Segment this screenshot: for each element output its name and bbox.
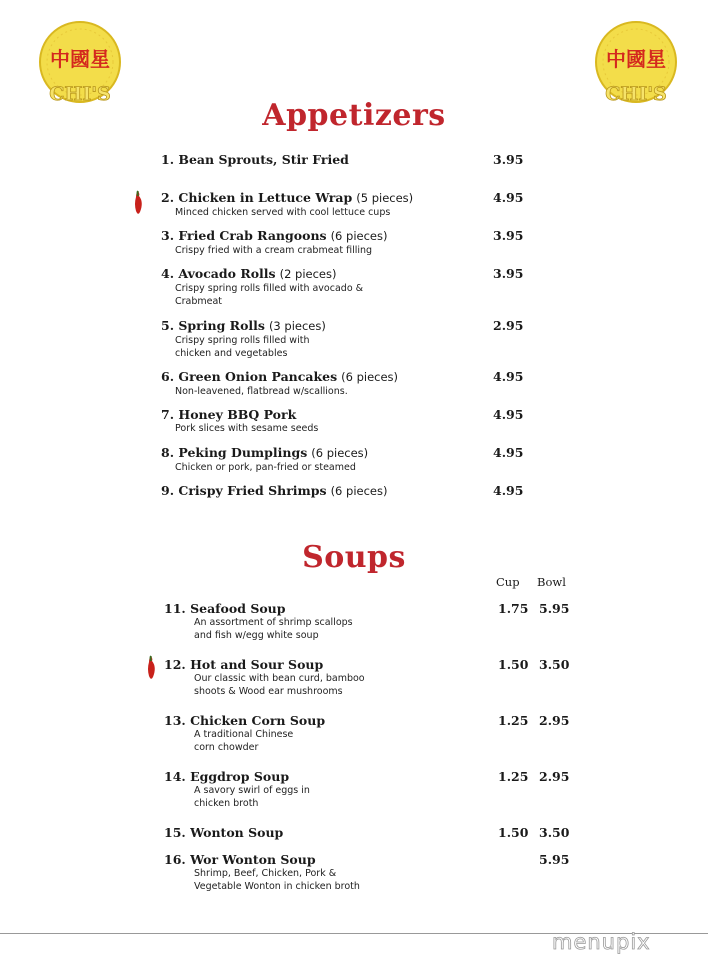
appetizers-title: Appetizers bbox=[262, 98, 446, 133]
logo-text: CHI'S bbox=[605, 83, 667, 105]
item-name: 15. Wonton Soup bbox=[164, 825, 284, 840]
item-description: Our classic with bean curd, bamboo shoots & Wood ear mushrooms bbox=[194, 673, 365, 697]
item-name: 12. Hot and Sour Soup bbox=[164, 657, 324, 672]
cup-price: 1.50 bbox=[498, 657, 529, 672]
appetizer-item bbox=[161, 228, 387, 257]
soup-item bbox=[164, 601, 353, 642]
cup-price: 1.25 bbox=[498, 769, 529, 784]
item-description: Minced chicken served with cool lettuce cups bbox=[175, 207, 391, 218]
item-price: 4.95 bbox=[493, 190, 524, 205]
appetizer-item bbox=[161, 266, 363, 308]
item-description: An assortment of shrimp scallops and fish w/egg white soup bbox=[194, 617, 353, 641]
item-description: Crispy spring rolls filled with chicken and vegetables bbox=[175, 335, 310, 359]
cup-price: 1.25 bbox=[498, 713, 529, 728]
soup-item bbox=[164, 852, 360, 893]
item-price: 3.95 bbox=[493, 152, 524, 167]
bowl-column-header: Bowl bbox=[537, 575, 566, 589]
bowl-price: 5.95 bbox=[539, 601, 570, 616]
appetizer-item bbox=[161, 190, 413, 219]
logo-chars: 中國星 bbox=[606, 47, 666, 71]
item-pieces: (6 pieces) bbox=[330, 229, 388, 243]
item-pieces: (6 pieces) bbox=[341, 370, 399, 384]
appetizer-item bbox=[161, 152, 349, 167]
item-name: 9. Crispy Fried Shrimps bbox=[161, 483, 327, 498]
logo-text: CHI'S bbox=[49, 83, 111, 105]
item-price: 3.95 bbox=[493, 228, 524, 243]
item-name: 11. Seafood Soup bbox=[164, 601, 286, 616]
soups-title: Soups bbox=[302, 540, 406, 575]
item-name: 4. Avocado Rolls bbox=[161, 266, 276, 281]
item-name: 1. Bean Sprouts, Stir Fried bbox=[161, 152, 349, 167]
cup-price: 1.75 bbox=[498, 601, 529, 616]
appetizer-item bbox=[161, 369, 398, 398]
item-description: Crispy spring rolls filled with avocado & Crabmeat bbox=[175, 283, 364, 307]
item-description: Non-leavened, flatbread w/scallions. bbox=[175, 386, 348, 397]
spicy-pepper-icon bbox=[143, 655, 159, 681]
item-pieces: (2 pieces) bbox=[279, 267, 337, 281]
item-name: 16. Wor Wonton Soup bbox=[164, 852, 316, 867]
item-name: 13. Chicken Corn Soup bbox=[164, 713, 326, 728]
item-description: Chicken or pork, pan-fried or steamed bbox=[175, 462, 356, 473]
cup-price: 1.50 bbox=[498, 825, 529, 840]
item-price: 4.95 bbox=[493, 483, 524, 498]
item-description: Pork slices with sesame seeds bbox=[175, 423, 319, 434]
item-description: A traditional Chinese corn chowder bbox=[194, 729, 294, 753]
appetizer-item bbox=[161, 318, 326, 360]
item-price: 3.95 bbox=[493, 266, 524, 281]
soup-item bbox=[164, 713, 325, 754]
cup-column-header: Cup bbox=[496, 575, 520, 589]
appetizer-item bbox=[161, 445, 368, 474]
spicy-pepper-icon bbox=[130, 190, 146, 216]
item-price: 4.95 bbox=[493, 445, 524, 460]
appetizer-item bbox=[161, 483, 387, 499]
logo-chars: 中國星 bbox=[50, 47, 110, 71]
bowl-price: 2.95 bbox=[539, 713, 570, 728]
menupix-watermark: menupix bbox=[552, 930, 651, 954]
bowl-price: 3.50 bbox=[539, 657, 570, 672]
item-name: 6. Green Onion Pancakes bbox=[161, 369, 338, 384]
item-price: 2.95 bbox=[493, 318, 524, 333]
item-price: 4.95 bbox=[493, 407, 524, 422]
item-pieces: (6 pieces) bbox=[330, 484, 388, 498]
item-pieces: (6 pieces) bbox=[311, 446, 369, 460]
appetizer-item bbox=[161, 407, 318, 435]
item-name: 5. Spring Rolls bbox=[161, 318, 265, 333]
soup-item bbox=[164, 657, 365, 698]
item-description: Crispy fried with a cream crabmeat filling bbox=[175, 245, 373, 256]
item-name: 3. Fried Crab Rangoons bbox=[161, 228, 327, 243]
soup-item bbox=[164, 769, 310, 810]
bowl-price: 3.50 bbox=[539, 825, 570, 840]
item-name: 7. Honey BBQ Pork bbox=[161, 407, 297, 422]
item-description: Shrimp, Beef, Chicken, Pork & Vegetable Wonton in chicken broth bbox=[194, 868, 360, 892]
item-description: A savory swirl of eggs in chicken broth bbox=[194, 785, 310, 809]
bowl-price: 5.95 bbox=[539, 852, 570, 867]
soup-item bbox=[164, 825, 283, 840]
item-pieces: (3 pieces) bbox=[268, 319, 326, 333]
item-name: 8. Peking Dumplings bbox=[161, 445, 308, 460]
item-name: 14. Eggdrop Soup bbox=[164, 769, 290, 784]
item-price: 4.95 bbox=[493, 369, 524, 384]
bowl-price: 2.95 bbox=[539, 769, 570, 784]
item-name: 2. Chicken in Lettuce Wrap bbox=[161, 190, 353, 205]
item-pieces: (5 pieces) bbox=[356, 191, 414, 205]
